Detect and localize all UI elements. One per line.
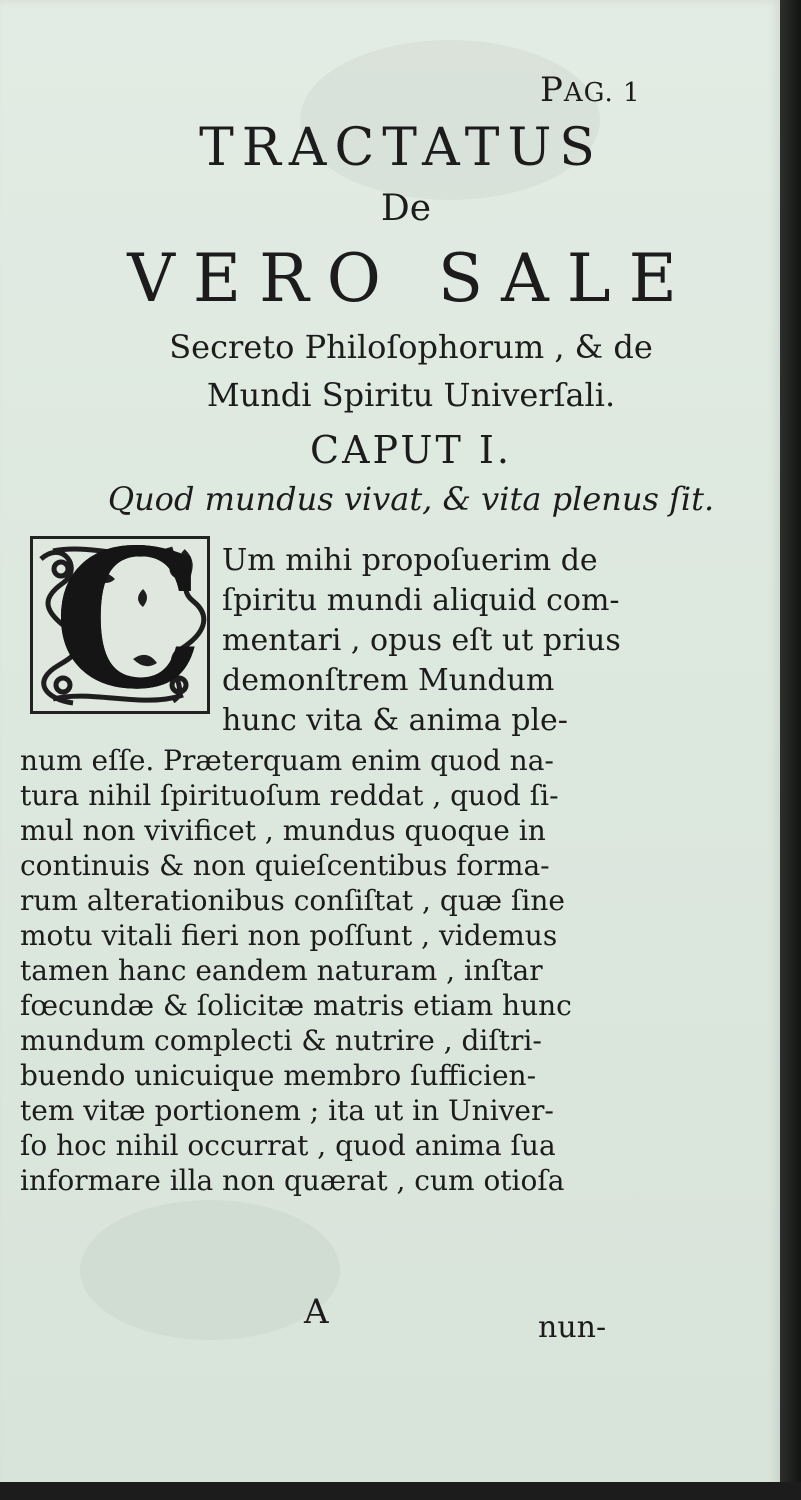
page-number-prefix: P — [540, 70, 564, 110]
body-line-8: mul non vivificet , mundus quoque in — [20, 814, 546, 847]
body-line-6: num eſſe. Præterquam enim quod na- — [20, 744, 554, 777]
drop-cap-letter: C — [53, 536, 205, 714]
page-number — [540, 70, 641, 110]
body-line-14: mundum complecti & nutrire , diſtri- — [20, 1024, 542, 1057]
body-line-15: buendo unicuique membro ſufficien- — [20, 1059, 537, 1092]
book-binding-edge — [780, 0, 801, 1500]
body-line-9: continuis & non quieſcentibus forma- — [20, 849, 550, 882]
body-line-11: motu vitali fieri non poſſunt , videmus — [20, 919, 558, 952]
title-line-3: VERO SALE — [127, 240, 695, 317]
body-line-13: fœcundæ & ſolicitæ matris etiam hunc — [20, 989, 572, 1022]
catchword: nun- — [538, 1310, 607, 1345]
page-number-rest: AG. 1 — [563, 78, 641, 108]
subtitle-line-2: Mundi Spiritu Univerſali. — [206, 376, 616, 414]
subtitle-line-1: Secreto Philoſophorum , & de — [169, 328, 653, 366]
paper-stain — [80, 1200, 340, 1340]
chapter-subtitle: Quod mundus vivat, & vita plenus ſit. — [107, 480, 715, 518]
drop-cap-ornament — [30, 536, 210, 714]
body-line-5: hunc vita & anima ple- — [222, 703, 568, 738]
body-line-4: demonſtrem Mundum — [222, 663, 555, 698]
body-line-2: ſpiritu mundi aliquid com- — [222, 583, 620, 618]
body-line-10: rum alterationibus conſiſtat , quæ ſine — [20, 884, 565, 917]
body-line-12: tamen hanc eandem naturam , inſtar — [20, 954, 543, 987]
book-bottom-edge — [0, 1482, 801, 1500]
title-line-2: De — [380, 188, 432, 229]
signature-mark: A — [304, 1292, 329, 1332]
title-line-1: TRACTATUS — [199, 118, 603, 178]
body-line-7: tura nihil ſpirituoſum reddat , quod ſi- — [20, 779, 559, 812]
body-line-17: ſo hoc nihil occurrat , quod anima ſua — [20, 1129, 556, 1162]
chapter-heading: CAPUT I. — [310, 428, 512, 472]
body-line-3: mentari , opus eſt ut prius — [222, 623, 621, 658]
body-line-18: informare illa non quærat , cum otioſa — [20, 1164, 565, 1197]
body-line-16: tem vitæ portionem ; ita ut in Univer- — [20, 1094, 554, 1127]
body-line-1: Um mihi propoſuerim de — [222, 543, 598, 578]
